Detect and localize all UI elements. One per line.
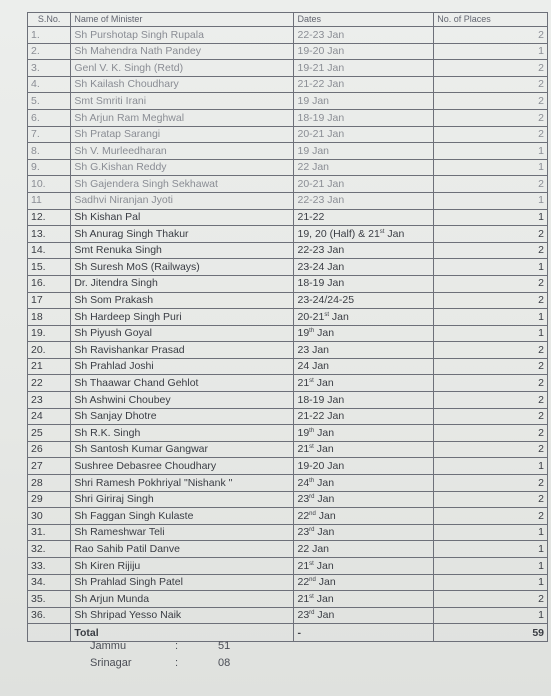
minister-name-cell: Dr. Jitendra Singh bbox=[71, 275, 294, 292]
total-places: 59 bbox=[434, 624, 548, 642]
minister-name-cell: Sh Santosh Kumar Gangwar bbox=[71, 441, 294, 458]
sno-cell: 16. bbox=[28, 275, 71, 292]
dates-text: 21 bbox=[297, 443, 310, 456]
dates-cell bbox=[294, 574, 434, 591]
dates-text: 19-20 Jan bbox=[297, 45, 345, 58]
places-cell: 1 bbox=[434, 192, 548, 209]
dates-cell bbox=[294, 109, 434, 126]
dates-text: 20-21 Jan bbox=[297, 177, 345, 190]
table-row bbox=[28, 27, 548, 44]
total-label: Total bbox=[71, 624, 294, 642]
table-row bbox=[28, 43, 548, 60]
minister-name-cell: Sh G.Kishan Reddy bbox=[71, 159, 294, 176]
places-cell: 2 bbox=[434, 275, 548, 292]
places-cell: 2 bbox=[434, 60, 548, 77]
table-row bbox=[28, 109, 548, 126]
sno-cell: 30 bbox=[28, 508, 71, 525]
places-cell: 2 bbox=[434, 242, 548, 259]
sno-cell: 7. bbox=[28, 126, 71, 143]
sno-cell: 14. bbox=[28, 242, 71, 259]
dates-cell bbox=[294, 358, 434, 375]
sno-cell: 22 bbox=[28, 375, 71, 392]
dates-cell bbox=[294, 607, 434, 624]
dates-cell bbox=[294, 259, 434, 276]
table-row bbox=[28, 342, 548, 359]
sno-cell: 36. bbox=[28, 607, 71, 624]
table-row bbox=[28, 143, 548, 160]
sno-cell: 11 bbox=[28, 192, 71, 209]
dates-text: 20-21 bbox=[297, 310, 325, 323]
places-cell: 1 bbox=[434, 558, 548, 575]
sno-cell: 34. bbox=[28, 574, 71, 591]
table-row bbox=[28, 441, 548, 458]
table-row bbox=[28, 126, 548, 143]
minister-name-cell: Sh Gajendera Singh Sekhawat bbox=[71, 176, 294, 193]
dates-cell bbox=[294, 143, 434, 160]
dates-cell bbox=[294, 192, 434, 209]
places-cell: 1 bbox=[434, 541, 548, 558]
table-row bbox=[28, 60, 548, 77]
places-cell: 2 bbox=[434, 491, 548, 508]
minister-name-cell: Sh Prahlad Singh Patel bbox=[71, 574, 294, 591]
minister-name-cell: Sh Arjun Ram Meghwal bbox=[71, 109, 294, 126]
dates-month: Jan bbox=[315, 509, 336, 522]
minister-name-cell: Smt Renuka Singh bbox=[71, 242, 294, 259]
summary-block bbox=[90, 640, 230, 674]
sno-cell: 20. bbox=[28, 342, 71, 359]
table-row bbox=[28, 475, 548, 492]
dates-text: 22-23 Jan bbox=[297, 28, 345, 41]
sno-cell: 5. bbox=[28, 93, 71, 110]
summary-count: 08 bbox=[218, 657, 231, 669]
sno-cell: 3. bbox=[28, 60, 71, 77]
table-row bbox=[28, 375, 548, 392]
dates-cell bbox=[294, 524, 434, 541]
dates-month: Jan bbox=[313, 592, 334, 605]
summary-count: 51 bbox=[218, 640, 231, 652]
sno-cell: 26 bbox=[28, 441, 71, 458]
minister-name-cell: Sh Ravishankar Prasad bbox=[71, 342, 294, 359]
places-cell: 2 bbox=[434, 475, 548, 492]
dates-cell bbox=[294, 425, 434, 442]
places-cell: 2 bbox=[434, 109, 548, 126]
dates-ordinal-suffix: th bbox=[309, 427, 315, 434]
summary-row-srinagar bbox=[90, 657, 230, 674]
sno-cell: 4. bbox=[28, 76, 71, 93]
places-cell: 1 bbox=[434, 574, 548, 591]
minister-name-cell: Sh Shripad Yesso Naik bbox=[71, 607, 294, 624]
dates-text: 22 bbox=[297, 576, 310, 589]
dates-text: 23 bbox=[297, 609, 310, 622]
dates-cell bbox=[294, 209, 434, 226]
table-row bbox=[28, 591, 548, 608]
minister-name-cell: Sh Ashwini Choubey bbox=[71, 392, 294, 409]
dates-cell bbox=[294, 441, 434, 458]
places-cell: 2 bbox=[434, 76, 548, 93]
table-row bbox=[28, 192, 548, 209]
minister-name-cell: Sh Prahlad Joshi bbox=[71, 358, 294, 375]
dates-text: 21 bbox=[297, 559, 310, 572]
total-dates: - bbox=[294, 624, 434, 642]
places-cell: 1 bbox=[434, 325, 548, 342]
dates-text: 19 Jan bbox=[297, 94, 330, 107]
table-row bbox=[28, 491, 548, 508]
dates-cell bbox=[294, 475, 434, 492]
table-row bbox=[28, 176, 548, 193]
places-cell: 1 bbox=[434, 458, 548, 475]
dates-ordinal-suffix: st bbox=[324, 311, 330, 318]
dates-cell bbox=[294, 309, 434, 326]
sno-cell: 24 bbox=[28, 408, 71, 425]
dates-ordinal-suffix: st bbox=[309, 593, 314, 600]
dates-text: 22 Jan bbox=[297, 161, 330, 174]
dates-ordinal-suffix: st bbox=[379, 228, 385, 235]
places-cell: 2 bbox=[434, 358, 548, 375]
dates-month: Jan bbox=[314, 526, 335, 539]
table-row bbox=[28, 159, 548, 176]
places-cell: 2 bbox=[434, 126, 548, 143]
dates-month: Jan bbox=[314, 493, 335, 506]
table-header-row bbox=[28, 13, 548, 27]
dates-text: 18-19 Jan bbox=[297, 393, 345, 406]
total-sno-cell bbox=[28, 624, 71, 642]
places-cell: 2 bbox=[434, 441, 548, 458]
dates-text: 22-23 Jan bbox=[297, 194, 345, 207]
dates-cell bbox=[294, 541, 434, 558]
sno-cell: 12. bbox=[28, 209, 71, 226]
table-row bbox=[28, 93, 548, 110]
dates-text: 19 Jan bbox=[297, 144, 330, 157]
places-cell: 2 bbox=[434, 176, 548, 193]
table-row bbox=[28, 309, 548, 326]
dates-cell bbox=[294, 76, 434, 93]
dates-cell bbox=[294, 93, 434, 110]
sno-cell: 33. bbox=[28, 558, 71, 575]
places-cell: 1 bbox=[434, 159, 548, 176]
minister-name-cell: Sh Mahendra Nath Pandey bbox=[71, 43, 294, 60]
dates-month: Jan bbox=[313, 559, 334, 572]
dates-cell bbox=[294, 60, 434, 77]
header-name: Name of Minister bbox=[71, 13, 294, 27]
dates-text: 21-22 Jan bbox=[297, 410, 345, 423]
minister-name-cell: Genl V. K. Singh (Retd) bbox=[71, 60, 294, 77]
table-row bbox=[28, 458, 548, 475]
dates-ordinal-suffix: th bbox=[309, 477, 315, 484]
places-cell: 1 bbox=[434, 259, 548, 276]
dates-text: 21-22 bbox=[297, 211, 325, 224]
ministers-visit-table bbox=[27, 12, 548, 642]
dates-text: 23 bbox=[297, 493, 310, 506]
dates-month: Jan bbox=[313, 443, 334, 456]
dates-month: Jan bbox=[329, 310, 349, 323]
dates-ordinal-suffix: st bbox=[309, 560, 314, 567]
dates-ordinal-suffix: th bbox=[309, 328, 315, 335]
minister-name-cell: Sh Arjun Munda bbox=[71, 591, 294, 608]
dates-ordinal-suffix: rd bbox=[309, 610, 315, 617]
dates-month: Jan bbox=[384, 227, 405, 240]
minister-name-cell: Sh R.K. Singh bbox=[71, 425, 294, 442]
table-row bbox=[28, 226, 548, 243]
sno-cell: 35. bbox=[28, 591, 71, 608]
dates-text: 19-21 Jan bbox=[297, 61, 345, 74]
dates-cell bbox=[294, 591, 434, 608]
table-row bbox=[28, 558, 548, 575]
dates-ordinal-suffix: st bbox=[309, 444, 314, 451]
dates-cell bbox=[294, 43, 434, 60]
summary-place: Jammu bbox=[90, 640, 127, 652]
summary-sep: : bbox=[175, 657, 179, 669]
minister-name-cell: Sh Kailash Choudhary bbox=[71, 76, 294, 93]
minister-name-cell: Sh Sanjay Dhotre bbox=[71, 408, 294, 425]
places-cell: 2 bbox=[434, 342, 548, 359]
header-sno: S.No. bbox=[28, 13, 71, 27]
dates-cell bbox=[294, 491, 434, 508]
places-cell: 1 bbox=[434, 43, 548, 60]
minister-name-cell: Rao Sahib Patil Danve bbox=[71, 541, 294, 558]
dates-cell bbox=[294, 126, 434, 143]
places-cell: 1 bbox=[434, 209, 548, 226]
minister-name-cell: Sushree Debasree Choudhary bbox=[71, 458, 294, 475]
table-body bbox=[28, 27, 548, 624]
sno-cell: 31. bbox=[28, 524, 71, 541]
minister-name-cell: Sh Thaawar Chand Gehlot bbox=[71, 375, 294, 392]
sno-cell: 2. bbox=[28, 43, 71, 60]
places-cell: 1 bbox=[434, 607, 548, 624]
dates-text: 23 bbox=[297, 526, 310, 539]
sno-cell: 9. bbox=[28, 159, 71, 176]
sno-cell: 29 bbox=[28, 491, 71, 508]
minister-name-cell: Sh Pratap Sarangi bbox=[71, 126, 294, 143]
sno-cell: 25 bbox=[28, 425, 71, 442]
minister-name-cell: Sh Piyush Goyal bbox=[71, 325, 294, 342]
minister-name-cell: Shri Ramesh Pokhriyal "Nishank " bbox=[71, 475, 294, 492]
table-row bbox=[28, 392, 548, 409]
dates-cell bbox=[294, 408, 434, 425]
dates-cell bbox=[294, 342, 434, 359]
header-dates: Dates bbox=[294, 13, 434, 27]
table-row bbox=[28, 524, 548, 541]
places-cell: 2 bbox=[434, 375, 548, 392]
dates-text: 21 bbox=[297, 592, 310, 605]
places-cell: 2 bbox=[434, 408, 548, 425]
sno-cell: 28 bbox=[28, 475, 71, 492]
sno-cell: 10. bbox=[28, 176, 71, 193]
minister-name-cell: Sh Purshotap Singh Rupala bbox=[71, 27, 294, 44]
places-cell: 2 bbox=[434, 226, 548, 243]
dates-cell bbox=[294, 458, 434, 475]
sno-cell: 23 bbox=[28, 392, 71, 409]
dates-cell bbox=[294, 375, 434, 392]
sno-cell: 8. bbox=[28, 143, 71, 160]
table-row bbox=[28, 508, 548, 525]
table-row bbox=[28, 275, 548, 292]
places-cell: 2 bbox=[434, 93, 548, 110]
places-cell: 2 bbox=[434, 27, 548, 44]
table-row bbox=[28, 425, 548, 442]
minister-name-cell: Sh Rameshwar Teli bbox=[71, 524, 294, 541]
table-row bbox=[28, 541, 548, 558]
table-row bbox=[28, 259, 548, 276]
minister-name-cell: Sh V. Murleedharan bbox=[71, 143, 294, 160]
sno-cell: 32. bbox=[28, 541, 71, 558]
table-row bbox=[28, 292, 548, 309]
places-cell: 2 bbox=[434, 392, 548, 409]
dates-cell bbox=[294, 226, 434, 243]
dates-text: 18-19 Jan bbox=[297, 111, 345, 124]
minister-name-cell: Sh Anurag Singh Thakur bbox=[71, 226, 294, 243]
minister-name-cell: Sh Kishan Pal bbox=[71, 209, 294, 226]
dates-text: 23 Jan bbox=[297, 343, 330, 356]
dates-text: 23-24/24-25 bbox=[297, 294, 355, 307]
places-cell: 2 bbox=[434, 425, 548, 442]
dates-text: 24 bbox=[297, 476, 310, 489]
dates-ordinal-suffix: rd bbox=[309, 494, 315, 501]
dates-month: Jan bbox=[314, 476, 335, 489]
minister-name-cell: Sh Som Prakash bbox=[71, 292, 294, 309]
table-row bbox=[28, 574, 548, 591]
table-row bbox=[28, 242, 548, 259]
dates-text: 19 bbox=[297, 327, 310, 340]
table-row bbox=[28, 209, 548, 226]
dates-text: 21 bbox=[297, 377, 310, 390]
dates-text: 19-20 Jan bbox=[297, 459, 345, 472]
dates-text: 21-22 Jan bbox=[297, 78, 345, 91]
places-cell: 2 bbox=[434, 292, 548, 309]
table-row bbox=[28, 408, 548, 425]
sno-cell: 1. bbox=[28, 27, 71, 44]
dates-text: 22 Jan bbox=[297, 542, 330, 555]
dates-cell bbox=[294, 242, 434, 259]
minister-name-cell: Sh Hardeep Singh Puri bbox=[71, 309, 294, 326]
sno-cell: 17 bbox=[28, 292, 71, 309]
dates-cell bbox=[294, 558, 434, 575]
header-places: No. of Places bbox=[434, 13, 548, 27]
minister-name-cell: Sh Faggan Singh Kulaste bbox=[71, 508, 294, 525]
dates-month: Jan bbox=[314, 426, 335, 439]
places-cell: 1 bbox=[434, 524, 548, 541]
dates-text: 19, 20 (Half) & 21 bbox=[297, 227, 380, 240]
dates-ordinal-suffix: rd bbox=[309, 527, 315, 534]
table-row bbox=[28, 607, 548, 624]
dates-text: 22 bbox=[297, 509, 310, 522]
places-cell: 2 bbox=[434, 591, 548, 608]
dates-ordinal-suffix: st bbox=[309, 378, 314, 385]
minister-name-cell: Sh Kiren Rijiju bbox=[71, 558, 294, 575]
dates-cell bbox=[294, 159, 434, 176]
dates-cell bbox=[294, 292, 434, 309]
summary-sep: : bbox=[175, 640, 179, 652]
dates-text: 20-21 Jan bbox=[297, 128, 345, 141]
minister-name-cell: Shri Giriraj Singh bbox=[71, 491, 294, 508]
table-row bbox=[28, 358, 548, 375]
sno-cell: 15. bbox=[28, 259, 71, 276]
places-cell: 1 bbox=[434, 143, 548, 160]
summary-place: Srinagar bbox=[90, 657, 132, 669]
dates-month: Jan bbox=[314, 609, 335, 622]
dates-cell bbox=[294, 508, 434, 525]
dates-ordinal-suffix: nd bbox=[309, 577, 316, 584]
dates-text: 24 Jan bbox=[297, 360, 330, 373]
sno-cell: 13. bbox=[28, 226, 71, 243]
minister-name-cell: Sadhvi Niranjan Jyoti bbox=[71, 192, 294, 209]
sno-cell: 27 bbox=[28, 458, 71, 475]
sno-cell: 18 bbox=[28, 309, 71, 326]
dates-cell bbox=[294, 325, 434, 342]
places-cell: 1 bbox=[434, 309, 548, 326]
dates-month: Jan bbox=[313, 377, 334, 390]
dates-cell bbox=[294, 176, 434, 193]
places-cell: 2 bbox=[434, 508, 548, 525]
dates-cell bbox=[294, 275, 434, 292]
dates-cell bbox=[294, 392, 434, 409]
dates-cell bbox=[294, 27, 434, 44]
dates-text: 22-23 Jan bbox=[297, 244, 345, 257]
sno-cell: 6. bbox=[28, 109, 71, 126]
table-row bbox=[28, 325, 548, 342]
dates-text: 18-19 Jan bbox=[297, 277, 345, 290]
dates-ordinal-suffix: nd bbox=[309, 510, 316, 517]
minister-name-cell: Smt Smriti Irani bbox=[71, 93, 294, 110]
summary-row-jammu bbox=[90, 640, 230, 657]
dates-month: Jan bbox=[314, 327, 335, 340]
dates-text: 19 bbox=[297, 426, 310, 439]
sno-cell: 19. bbox=[28, 325, 71, 342]
minister-name-cell: Sh Suresh MoS (Railways) bbox=[71, 259, 294, 276]
sno-cell: 21 bbox=[28, 358, 71, 375]
table-row bbox=[28, 76, 548, 93]
dates-month: Jan bbox=[315, 576, 336, 589]
dates-text: 23-24 Jan bbox=[297, 260, 345, 273]
